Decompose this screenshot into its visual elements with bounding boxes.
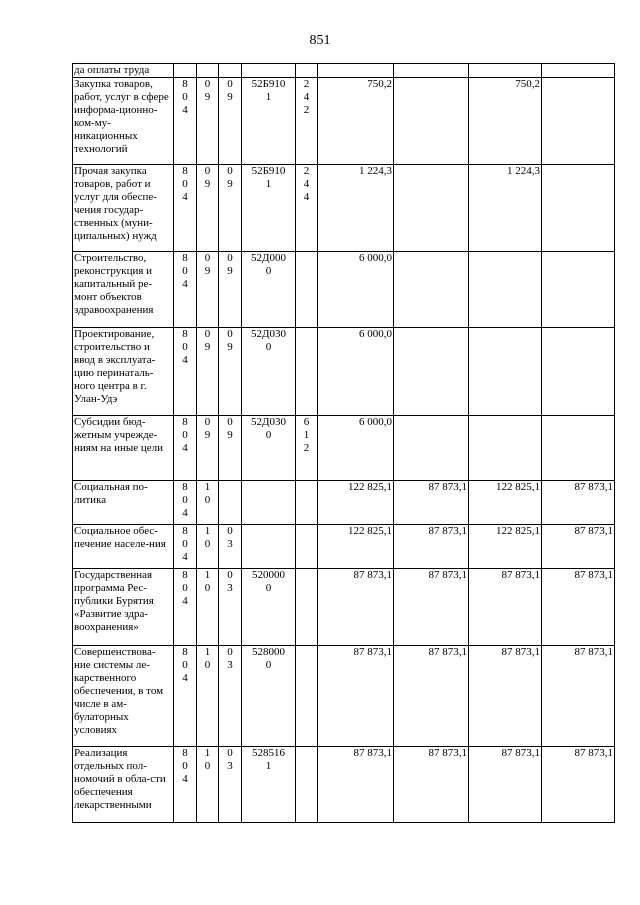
col-expense-type: 6 1 2 bbox=[296, 416, 318, 481]
row-name: Прочая закупка товаров, работ и услуг для обеспе-чения государ-ственных (муни-ципальных) нужд bbox=[73, 165, 174, 252]
col-expense-type bbox=[296, 252, 318, 328]
col-amount-1: 122 825,1 bbox=[318, 481, 394, 525]
col-amount-2: 87 873,1 bbox=[394, 481, 469, 525]
col-target-article: 520000 0 bbox=[242, 569, 296, 646]
col-section-code: 0 9 bbox=[197, 252, 219, 328]
col-section-code: 0 9 bbox=[197, 78, 219, 165]
budget-table bbox=[72, 63, 615, 823]
col-target-article: 52Д030 0 bbox=[242, 328, 296, 416]
col-target-article: 52Д000 0 bbox=[242, 252, 296, 328]
col-expense-type: 2 4 4 bbox=[296, 165, 318, 252]
col-amount-3 bbox=[469, 416, 542, 481]
row-name: Совершенствова-ние системы ле-карственного обеспечения, в том числе в ам-булаторных условиях bbox=[73, 646, 174, 747]
col-ministry-code: 8 0 4 bbox=[174, 525, 197, 569]
col-ministry-code: 8 0 4 bbox=[174, 569, 197, 646]
col-section-code: 1 0 bbox=[197, 481, 219, 525]
col-expense-type bbox=[296, 747, 318, 823]
col-subsection-code: 0 9 bbox=[219, 416, 242, 481]
col-amount-3: 122 825,1 bbox=[469, 525, 542, 569]
col-amount-2: 87 873,1 bbox=[394, 569, 469, 646]
col-section-code: 1 0 bbox=[197, 747, 219, 823]
col-amount-3: 1 224,3 bbox=[469, 165, 542, 252]
col-subsection-code: 0 9 bbox=[219, 252, 242, 328]
page-number: 851 bbox=[309, 33, 331, 48]
col-section-code: 0 9 bbox=[197, 165, 219, 252]
table-row bbox=[73, 481, 615, 525]
col-amount-2: 87 873,1 bbox=[394, 646, 469, 747]
col-expense-type: 2 4 2 bbox=[296, 78, 318, 165]
col-amount-2 bbox=[394, 78, 469, 165]
col-ministry-code: 8 0 4 bbox=[174, 165, 197, 252]
col-section-code: 1 0 bbox=[197, 646, 219, 747]
table-row bbox=[73, 252, 615, 328]
col-amount-4 bbox=[542, 64, 615, 78]
col-target-article bbox=[242, 481, 296, 525]
col-amount-3: 87 873,1 bbox=[469, 747, 542, 823]
col-ministry-code: 8 0 4 bbox=[174, 252, 197, 328]
col-target-article: 52Д030 0 bbox=[242, 416, 296, 481]
col-amount-2 bbox=[394, 64, 469, 78]
row-name: Социальная по-литика bbox=[73, 481, 174, 525]
row-name: Социальное обес-печение населе-ния bbox=[73, 525, 174, 569]
col-amount-3 bbox=[469, 328, 542, 416]
col-ministry-code: 8 0 4 bbox=[174, 328, 197, 416]
col-amount-1: 6 000,0 bbox=[318, 416, 394, 481]
col-amount-2 bbox=[394, 416, 469, 481]
col-amount-4: 87 873,1 bbox=[542, 747, 615, 823]
col-subsection-code bbox=[219, 64, 242, 78]
col-amount-1: 122 825,1 bbox=[318, 525, 394, 569]
col-amount-3: 87 873,1 bbox=[469, 646, 542, 747]
col-expense-type bbox=[296, 646, 318, 747]
col-amount-3 bbox=[469, 64, 542, 78]
col-target-article: 528000 0 bbox=[242, 646, 296, 747]
col-ministry-code: 8 0 4 bbox=[174, 747, 197, 823]
row-name: Государственная программа Рес-публики Бурятия «Развитие здра-воохранения» bbox=[73, 569, 174, 646]
col-amount-1: 87 873,1 bbox=[318, 646, 394, 747]
col-expense-type bbox=[296, 328, 318, 416]
col-ministry-code: 8 0 4 bbox=[174, 78, 197, 165]
col-amount-2: 87 873,1 bbox=[394, 525, 469, 569]
col-expense-type bbox=[296, 64, 318, 78]
col-amount-4 bbox=[542, 416, 615, 481]
col-subsection-code: 0 3 bbox=[219, 646, 242, 747]
row-name: Закупка товаров, работ, услуг в сфере информа-ционно-ком-му-никационных технологий bbox=[73, 78, 174, 165]
table-row bbox=[73, 646, 615, 747]
col-section-code: 1 0 bbox=[197, 525, 219, 569]
col-amount-1: 6 000,0 bbox=[318, 252, 394, 328]
col-subsection-code: 0 9 bbox=[219, 165, 242, 252]
col-ministry-code bbox=[174, 64, 197, 78]
row-name: Субсидии бюд-жетным учрежде-ниям на иные цели bbox=[73, 416, 174, 481]
col-amount-1: 87 873,1 bbox=[318, 747, 394, 823]
col-amount-1: 6 000,0 bbox=[318, 328, 394, 416]
col-amount-3: 87 873,1 bbox=[469, 569, 542, 646]
col-amount-1: 87 873,1 bbox=[318, 569, 394, 646]
col-subsection-code bbox=[219, 481, 242, 525]
col-amount-4: 87 873,1 bbox=[542, 646, 615, 747]
col-subsection-code: 0 3 bbox=[219, 525, 242, 569]
table-row bbox=[73, 416, 615, 481]
col-expense-type bbox=[296, 481, 318, 525]
col-amount-3 bbox=[469, 252, 542, 328]
col-subsection-code: 0 9 bbox=[219, 328, 242, 416]
col-section-code: 0 9 bbox=[197, 416, 219, 481]
col-subsection-code: 0 3 bbox=[219, 747, 242, 823]
table-row bbox=[73, 569, 615, 646]
col-section-code: 0 9 bbox=[197, 328, 219, 416]
row-name: да оплаты труда bbox=[73, 64, 174, 78]
col-amount-4 bbox=[542, 252, 615, 328]
col-section-code: 1 0 bbox=[197, 569, 219, 646]
col-amount-4 bbox=[542, 165, 615, 252]
col-amount-1: 750,2 bbox=[318, 78, 394, 165]
col-target-article: 52Б910 1 bbox=[242, 165, 296, 252]
col-amount-2 bbox=[394, 165, 469, 252]
col-amount-4: 87 873,1 bbox=[542, 569, 615, 646]
col-expense-type bbox=[296, 525, 318, 569]
col-amount-3: 122 825,1 bbox=[469, 481, 542, 525]
col-ministry-code: 8 0 4 bbox=[174, 416, 197, 481]
row-name: Проектирование, строительство и ввод в эксплуата-цию перинаталь-ного центра в г. Улан-Удэ bbox=[73, 328, 174, 416]
col-section-code bbox=[197, 64, 219, 78]
col-subsection-code: 0 3 bbox=[219, 569, 242, 646]
col-target-article bbox=[242, 525, 296, 569]
col-amount-2 bbox=[394, 252, 469, 328]
col-ministry-code: 8 0 4 bbox=[174, 646, 197, 747]
table-row bbox=[73, 747, 615, 823]
row-name: Строительство, реконструкция и капитальный ре-монт объектов здравоохранения bbox=[73, 252, 174, 328]
table-row bbox=[73, 64, 615, 78]
row-name: Реализация отдельных пол-номочий в обла-сти обеспечения лекарственными bbox=[73, 747, 174, 823]
col-amount-4: 87 873,1 bbox=[542, 481, 615, 525]
col-target-article: 528516 1 bbox=[242, 747, 296, 823]
col-amount-2 bbox=[394, 328, 469, 416]
table-row bbox=[73, 78, 615, 165]
col-target-article bbox=[242, 64, 296, 78]
col-amount-1 bbox=[318, 64, 394, 78]
col-amount-4 bbox=[542, 328, 615, 416]
col-target-article: 52Б910 1 bbox=[242, 78, 296, 165]
col-expense-type bbox=[296, 569, 318, 646]
col-amount-1: 1 224,3 bbox=[318, 165, 394, 252]
col-amount-4 bbox=[542, 78, 615, 165]
table-row bbox=[73, 165, 615, 252]
table-row bbox=[73, 525, 615, 569]
table-row bbox=[73, 328, 615, 416]
col-ministry-code: 8 0 4 bbox=[174, 481, 197, 525]
col-subsection-code: 0 9 bbox=[219, 78, 242, 165]
col-amount-4: 87 873,1 bbox=[542, 525, 615, 569]
col-amount-2: 87 873,1 bbox=[394, 747, 469, 823]
col-amount-3: 750,2 bbox=[469, 78, 542, 165]
